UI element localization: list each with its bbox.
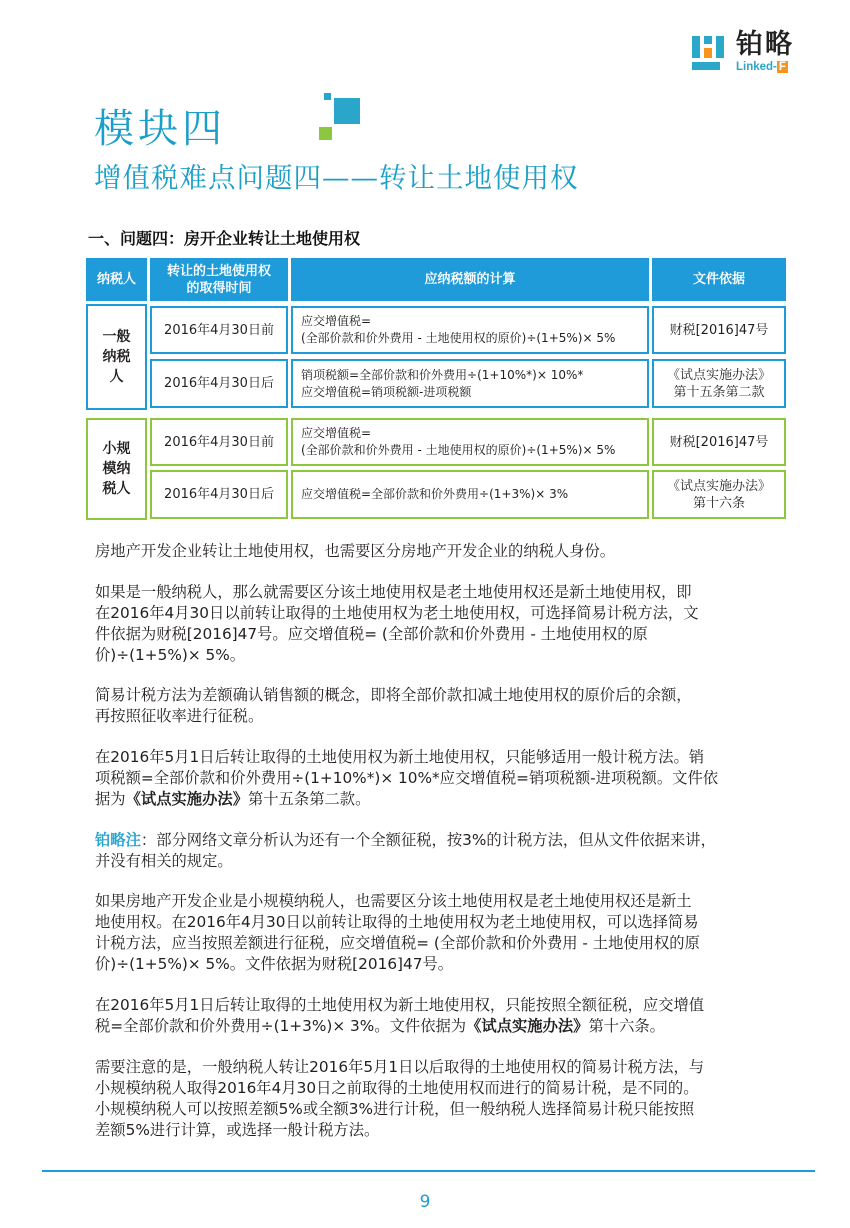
table-cell-calc: 应交增值税= (全部价款和价外费用 - 土地使用权的原价)÷(1+5%)× 5% <box>291 418 649 466</box>
taxpayer-type-general: 一般纳税人 <box>86 304 147 410</box>
paragraph: 在2016年5月1日后转让取得的土地使用权为新土地使用权，只能够适用一般计税方法。销 项税额=全部价款和价外费用÷(1+10%*)× 10%*应交增值税=销项税额-进项税额。文件依 据为《试点实施办法》第十五条第二款。 <box>95 748 719 808</box>
table-cell-basis: 财税[2016]47号 <box>652 306 786 354</box>
logo-mark-icon <box>690 32 732 76</box>
table-header-cell: 纳税人 <box>86 258 147 301</box>
table-cell-time: 2016年4月30日后 <box>150 359 288 408</box>
module-title: 模块四 <box>94 106 226 152</box>
table-header-cell: 转让的土地使用权的取得时间 <box>150 258 288 301</box>
module-subtitle: 增值税难点问题四——转让土地使用权 <box>94 162 579 194</box>
table-cell-basis: 《试点实施办法》 第十五条第二款 <box>652 359 786 408</box>
table-cell-calc: 销项税额=全部价款和价外费用÷(1+10%*)× 10%* 应交增值税=销项税额-进项税额 <box>291 359 649 408</box>
table-cell-basis: 《试点实施办法》 第十六条 <box>652 470 786 519</box>
table-cell-basis: 财税[2016]47号 <box>652 418 786 466</box>
paragraph: 简易计税方法为差额确认销售额的概念，即将全部价款扣减土地使用权的原价后的余额， 再按照征收率进行征税。 <box>95 686 692 725</box>
brand-logo <box>690 28 815 76</box>
table-cell-time: 2016年4月30日前 <box>150 418 288 466</box>
table-header-cell: 应纳税额的计算 <box>291 258 649 301</box>
logo-name: 铂略 <box>736 29 794 60</box>
paragraph: 如果房地产开发企业是小规模纳税人，也需要区分该土地使用权是老土地使用权还是新土 地使用权。在2016年4月30日以前转让取得的土地使用权为老土地使用权，可以选择简易 计税方法，应当按照差额进行征税，应交增值税= (全部价款和价外费用 - 土地使用权的原 价)÷(1+5%)× 5%。文件依据为财税[2016]47号。 <box>95 892 700 973</box>
paragraph: 需要注意的是，一般纳税人转让2016年5月1日以后取得的土地使用权的简易计税方法，与 小规模纳税人取得2016年4月30日之前取得的土地使用权而进行的简易计税，是不同的。 小规模纳税人可以按照差额5%或全额3%进行计税，但一般纳税人选择简易计税只能按照 差额5%进行计算，或选择一般计税方法。 <box>95 1058 705 1139</box>
table-cell-time: 2016年4月30日后 <box>150 470 288 519</box>
table-cell-calc: 应交增值税= (全部价款和价外费用 - 土地使用权的原价)÷(1+5%)× 5% <box>291 306 649 354</box>
table-cell-calc: 应交增值税=全部价款和价外费用÷(1+3%)× 3% <box>291 470 649 519</box>
linked-note: 铂略注：部分网络文章分析认为还有一个全额征税，按3%的计税方法，但从文件依据来讲， 并没有相关的规定。 <box>95 831 716 870</box>
paragraph: 如果是一般纳税人，那么就需要区分该土地使用权是老土地使用权还是新土地使用权，即 在2016年4月30日以前转让取得的土地使用权为老土地使用权，可选择简易计税方法，文 件依据为财税[2016]47号。应交增值税= (全部价款和价外费用 - 土地使用权的原 价)÷(1+5%)× 5%。 <box>95 583 699 664</box>
table-header-cell: 文件依据 <box>652 258 786 301</box>
table-cell-time: 2016年4月30日前 <box>150 306 288 354</box>
section-heading: 一、问题四：房开企业转让土地使用权 <box>88 229 361 248</box>
note-label: 铂略注 <box>95 831 141 849</box>
paragraph: 在2016年5月1日后转让取得的土地使用权为新土地使用权，只能按照全额征税，应交增值 税=全部价款和价外费用÷(1+3%)× 3%。文件依据为《试点实施办法》第十六条。 <box>95 996 705 1035</box>
logo-subtitle: Linked- F <box>736 61 786 73</box>
page-number: 9 <box>419 1192 431 1212</box>
footer-divider <box>42 1170 815 1172</box>
paragraph: 房地产开发企业转让土地使用权，也需要区分房地产开发企业的纳税人身份。 <box>95 542 616 560</box>
taxpayer-type-small-scale: 小规模纳税人 <box>86 418 147 520</box>
